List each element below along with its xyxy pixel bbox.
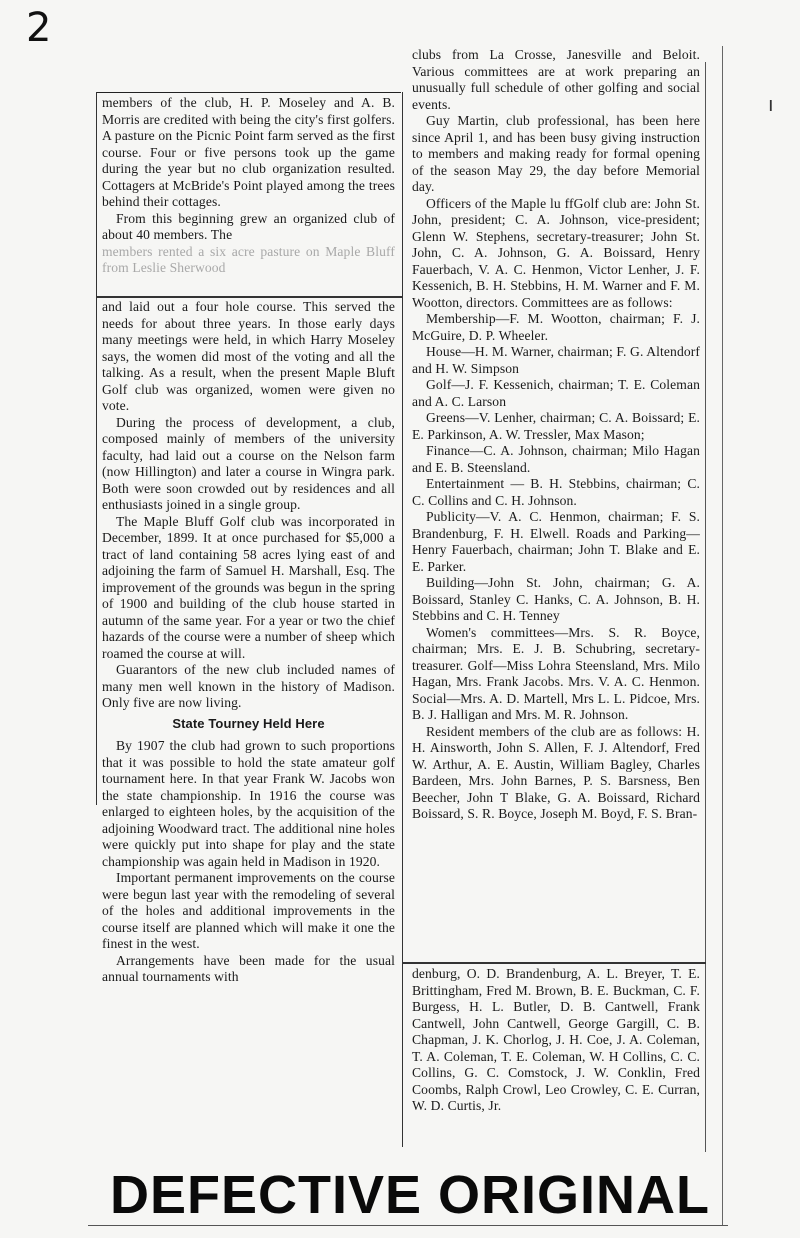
column-right-main xyxy=(412,47,700,823)
defective-original-stamp: DEFECTIVE ORIGINAL xyxy=(110,1165,711,1225)
committee-line: Women's committees—Mrs. S. R. Boyce, chairman; Mrs. E. J. B. Schubring, secretary-treasurer. Golf—Miss Lohra Steensland, Mrs. Milo Hagan, Mrs. Frank Jacobs. Mrs. V. A. C. Henmon. Social—Mrs. A. D. Martell, Mrs L. L. Pidcoe, Mrs. B. J. Halligan and Mrs. M. R. Johnson. xyxy=(412,624,700,722)
committee-line: Golf—J. F. Kessenich, chairman; T. E. Coleman and A. C. Larson xyxy=(412,377,700,409)
paragraph: and laid out a four hole course. This served the needs for about three years. In those early days many meetings were held, in which Harry Moseley says, the women did most of the voting and all the talking. As a result, when the present Maple Bluft Golf club was organized, women were given no vote. xyxy=(102,299,395,413)
committee-line: Building—John St. John, chairman; G. A. Boissard, Stanley C. Hanks, C. A. Johnson, B. H. Stebbins and C. H. Tenney xyxy=(412,575,700,623)
column-right-rule xyxy=(705,62,706,1152)
paragraph: Guarantors of the new club included names of many men well known in the history of Madison. Only five are now living. xyxy=(102,662,395,710)
section-subhead: State Tourney Held Here xyxy=(172,715,325,731)
paragraph: members of the club, H. P. Moseley and A. B. Morris are credited with being the city's first golfers. A pasture on the Picnic Point farm served as the first course. Four or five persons took up the game during the year but no club organization resulted. Cottagers at McBride's Point played among the trees behind their cottages. xyxy=(102,95,395,209)
clipping-edge-right xyxy=(722,46,723,1226)
column-top-rule xyxy=(96,92,401,93)
committee-line: Membership—F. M. Wootton, chairman; F. J. McGuire, D. P. Wheeler. xyxy=(412,311,700,343)
paragraph: Officers of the Maple lu ffGolf club are: John St. John, president; C. A. Johnson, vice-president; Glenn W. Stephens, secretary-treasurer; John St. John, C. A. Johnson, G. A. Boissard, Henry Fauerbach, V. A. C. Henmon, Victor Lenher, J. F. Kessenich, B. H. Stebbins, H. M. Warner and F. M. Wootton, directors. Committees are as follows: xyxy=(412,195,700,310)
paragraph: Guy Martin, club professional, has been here since April 1, and has been busy giving instruction to members and making ready for formal opening of the season May 29, the day before Memorial day. xyxy=(412,113,700,194)
clipping-edge-bottom xyxy=(88,1225,728,1226)
column-left-top xyxy=(102,95,395,277)
members-list: Resident members of the club are as follows: H. H. Ainsworth, John S. Allen, F. J. Altendorf, Fred W. Arthur, A. E. Austin, William Bagley, Charles Bardeen, Mrs. John Barnes, P. S. Barsness, Ben Beecher, John T Blake, G. A. Boissard, Richard Boissard, S. R. Boyce, Joseph M. Boyd, F. S. Bran- xyxy=(412,723,700,821)
committee-line: Publicity—V. A. C. Henmon, chairman; F. S. Brandenburg, F. H. Elwell. Roads and Parking—Henry Fauerbach, chairman; John T. Blake and E. E. Parker. xyxy=(412,509,700,574)
committee-line: House—H. M. Warner, chairman; F. G. Altendorf and H. W. Simpson xyxy=(412,344,700,376)
paragraph: By 1907 the club had grown to such proportions that it was possible to hold the state amateur golf tournament here. In that year Frank W. Jacobs won the state championship. In 1916 the course was enlarged to eighteen holes, by the acquisition of the adjoining Woodward tract. The additional nine holes were quickly put into shape for play and the state championship was again held in Madison in 1920. xyxy=(102,738,395,869)
column-divider xyxy=(402,92,403,1147)
paragraph: Important permanent improvements on the course were begun last year with the remodeling of several of the holes and additional improvements in the course itself are planned which will make it one the finest in the west. xyxy=(102,870,395,951)
members-list-continued: denburg, O. D. Brandenburg, A. L. Breyer, T. E. Brittingham, Fred M. Brown, B. E. Buckman, C. F. Burgess, H. L. Butler, D. B. Cantwell, Frank Cantwell, John Cantwell, George Gargill, C. B. Chapman, J. K. Chorlog, J. H. Coe, J. A. Coleman, T. A. Coleman, T. E. Coleman, W. H Collins, C. C. Collins, G. C. Comstock, J. W. Conklin, Fred Coombs, Ralph Crowl, Leo Crowley, C. E. Curran, W. D. Curtis, Jr. xyxy=(412,966,700,1113)
committee-line: Finance—C. A. Johnson, chairman; Milo Hagan and E. B. Steensland. xyxy=(412,443,700,475)
paragraph: During the process of development, a club, composed mainly of members of the university faculty, had laid out a course on the Nelson farm (now Hillington) and later a course in Wingra park. Both were soon crowded out by residences and all enthusiasts joined in a single group. xyxy=(102,414,395,512)
page-number: 2 xyxy=(26,5,52,51)
paragraph: From this beginning grew an organized club of about 40 members. The xyxy=(102,210,395,242)
committee-line: Entertainment — B. H. Stebbins, chairman; C. C. Collins and C. H. Johnson. xyxy=(412,476,700,508)
clipping-splice-left xyxy=(96,296,402,298)
clipping-splice-right xyxy=(402,962,706,964)
paragraph: clubs from La Crosse, Janesville and Beloit. Various committees are at work preparing an unusually full schedule of other golfing and social events. xyxy=(412,47,700,112)
paragraph: The Maple Bluff Golf club was incorporated in December, 1899. It at once purchased for $5,000 a tract of land containing 58 acres lying east of and adjoining the farm of Samuel H. Marshall, Esq. The improvement of the grounds was begun in the spring of 1900 and building of the club house started in autumn of the same year. For a year or two the chief hazards of the course were a number of sheep which roamed the course at will. xyxy=(102,513,395,661)
paragraph: Arrangements have been made for the usual annual tournaments with xyxy=(102,952,395,984)
column-left-rule xyxy=(96,92,97,805)
faded-line: members rented a six acre pasture on Maple Bluff from Leslie Sherwood xyxy=(102,243,395,275)
corner-mark: ı xyxy=(768,92,774,116)
committee-line: Greens—V. Lenher, chairman; C. A. Boissard; E. E. Parkinson, A. W. Tressler, Max Mason; xyxy=(412,410,700,442)
column-right-bottom xyxy=(412,966,700,1115)
column-left-main xyxy=(102,299,395,986)
